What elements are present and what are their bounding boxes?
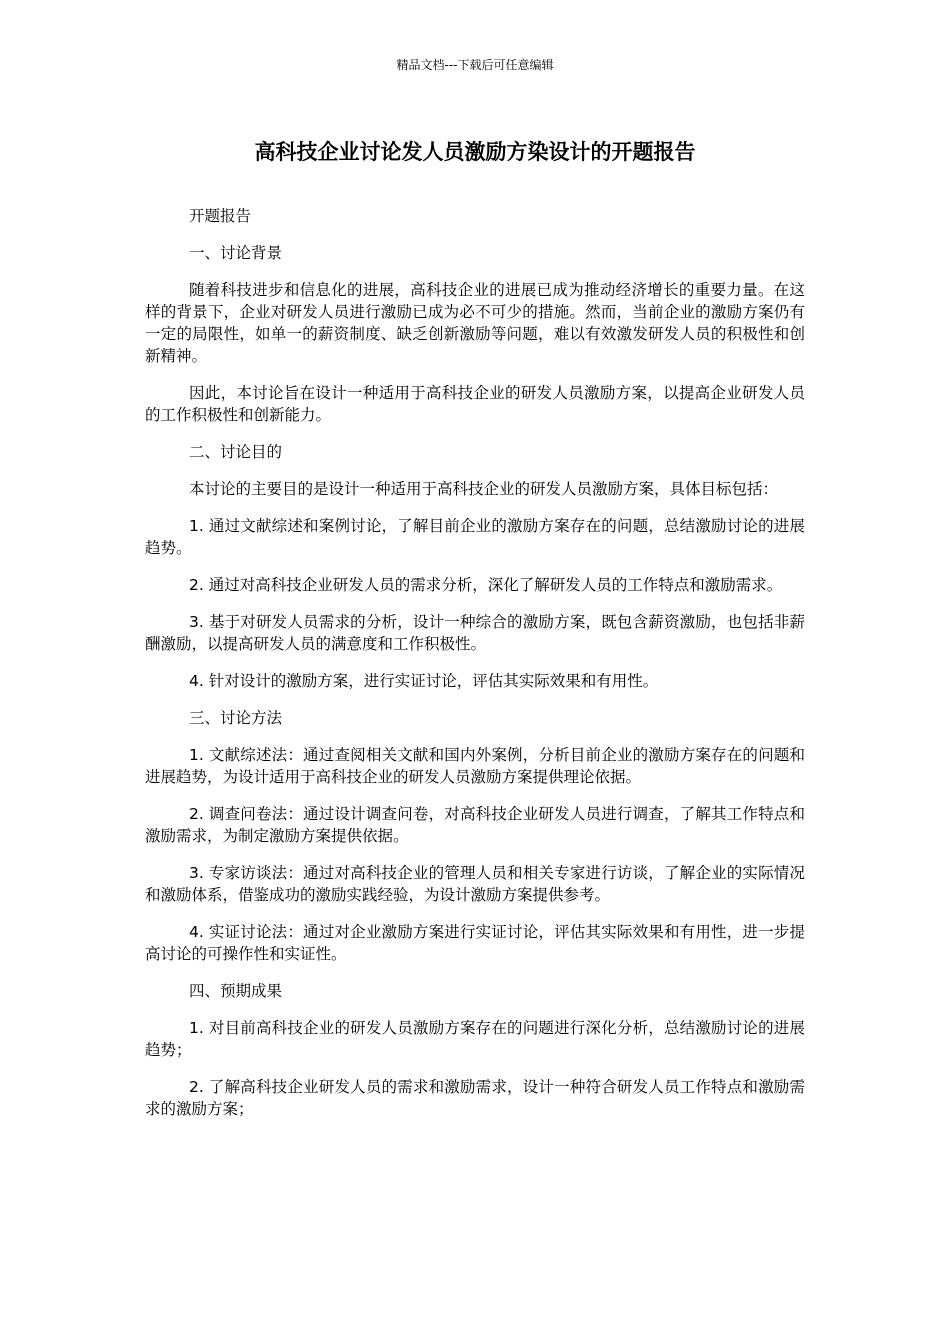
list-item-purpose-2: 2. 通过对高科技企业研发人员的需求分析，深化了解研发人员的工作特点和激励需求。 [189,576,783,594]
list-item-outcome-1: 1. 对目前高科技企业的研发人员激励方案存在的问题进行深化分析，总结激励讨论的进展趋势； [145,1019,805,1059]
paragraph-background-2: 因此，本讨论旨在设计一种适用于高科技企业的研发人员激励方案，以提高企业研发人员的工作积极性和创新能力。 [145,384,805,424]
list-item-method-4: 4. 实证讨论法：通过对企业激励方案进行实证讨论，评估其实际效果和有用性，进一步提高讨论的可操作性和实证性。 [145,923,805,963]
paragraph-purpose-intro: 本讨论的主要目的是设计一种适用于高科技企业的研发人员激励方案，具体目标包括： [189,480,779,498]
section-heading-purpose: 二、讨论目的 [189,443,283,461]
list-item-method-3: 3. 专家访谈法：通过对高科技企业的管理人员和相关专家进行访谈，了解企业的实际情况和激励体系，借鉴成功的激励实践经验，为设计激励方案提供参考。 [145,864,805,904]
section-heading-background: 一、讨论背景 [189,244,283,262]
document-body [145,205,805,1135]
list-item-purpose-4: 4. 针对设计的激励方案，进行实证讨论，评估其实际效果和有用性。 [189,672,659,690]
list-item-purpose-1: 1. 通过文献综述和案例讨论，了解目前企业的激励方案存在的问题，总结激励讨论的进展趋势。 [145,517,805,557]
section-heading-outcomes: 四、预期成果 [189,982,283,1000]
paragraph-background-1: 随着科技进步和信息化的进展，高科技企业的进展已成为推动经济增长的重要力量。在这样的背景下，企业对研发人员进行激励已成为必不可少的措施。然而，当前企业的激励方案仍有一定的局限性，如单一的薪资制度、缺乏创新激励等问题，难以有效激发研发人员的积极性和创新精神。 [145,281,805,365]
section-heading-report: 开题报告 [189,207,252,225]
list-item-method-1: 1. 文献综述法：通过查阅相关文献和国内外案例，分析目前企业的激励方案存在的问题和进展趋势，为设计适用于高科技企业的研发人员激励方案提供理论依据。 [145,746,805,786]
list-item-purpose-3: 3. 基于对研发人员需求的分析，设计一种综合的激励方案，既包含薪资激励，也包括非薪酬激励，以提高研发人员的满意度和工作积极性。 [145,613,805,653]
list-item-method-2: 2. 调查问卷法：通过设计调查问卷，对高科技企业研发人员进行调查，了解其工作特点和激励需求，为制定激励方案提供依据。 [145,805,805,845]
list-item-outcome-2: 2. 了解高科技企业研发人员的需求和激励需求，设计一种符合研发人员工作特点和激励需求的激励方案； [145,1078,805,1118]
header-note: 精品文档---下载后可任意编辑 [396,58,554,72]
document-title: 高科技企业讨论发人员激励方染设计的开题报告 [254,140,696,164]
section-heading-method: 三、讨论方法 [189,709,283,727]
